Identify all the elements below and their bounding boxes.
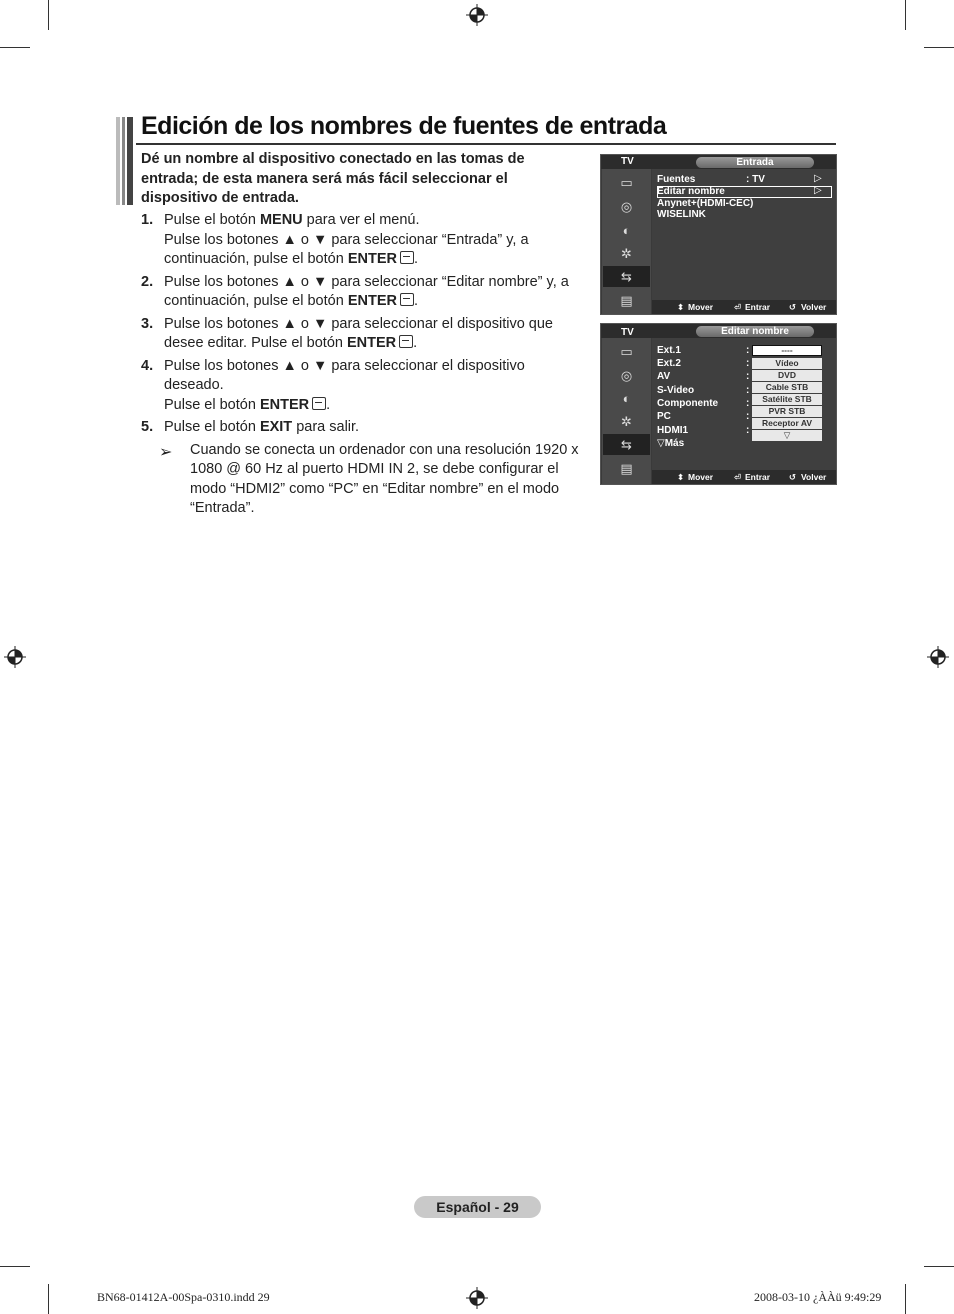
setup-icon[interactable]: ✲ <box>621 413 632 429</box>
step-text: Pulse el botón <box>164 212 260 228</box>
option-satelite-stb[interactable]: Satélite STB <box>752 394 822 405</box>
return-icon: ↺ <box>789 302 797 312</box>
step-3 <box>141 315 586 354</box>
colon: : <box>746 385 750 396</box>
menu-item-s-video[interactable]: S-Video <box>657 385 695 396</box>
setup-icon[interactable]: ✲ <box>621 245 632 261</box>
menu-item-mas[interactable]: ▽Más <box>657 438 685 449</box>
menu-item-ext1[interactable]: Ext.1 <box>657 345 681 356</box>
key-label: MENU <box>259 212 303 228</box>
enter-icon <box>312 397 326 410</box>
menu-header: Editar nombre <box>696 326 814 337</box>
step-number: 2. <box>141 273 154 290</box>
menu-item-wiselink[interactable]: WISELINK <box>657 209 706 220</box>
footer-move: Mover <box>688 302 714 312</box>
crop-mark <box>48 0 49 30</box>
step-1 <box>141 211 586 270</box>
menu-item-pc[interactable]: PC <box>657 411 671 422</box>
enter-small-icon: ⏎ <box>734 302 742 312</box>
arrow-right-icon: ▷ <box>814 173 822 184</box>
step-number: 5. <box>141 419 154 435</box>
page-number: Español - 29 <box>414 1196 541 1218</box>
menu-item-editar-nombre[interactable]: Editar nombre <box>657 186 725 197</box>
step-5 <box>141 418 586 438</box>
application-icon[interactable]: ▤ <box>620 460 633 476</box>
tv-menu-editar-nombre <box>600 323 837 485</box>
page-title: Edición de los nombres de fuentes de entrada <box>141 112 667 140</box>
menu-item-anynet[interactable]: Anynet+(HDMI-CEC) <box>657 198 754 209</box>
menu-item-ext2[interactable]: Ext.2 <box>657 358 681 369</box>
option-video[interactable]: Vídeo <box>752 358 822 369</box>
menu-item-fuentes-value: : TV <box>746 174 765 185</box>
option-cable-stb[interactable]: Cable STB <box>752 382 822 393</box>
crop-mark <box>0 1266 30 1267</box>
title-decoration <box>116 117 133 205</box>
step-text: Pulse el botón <box>164 419 260 435</box>
print-timestamp: 2008-03-10 ¿ÀÀü 9:49:29 <box>754 1290 882 1304</box>
note <box>141 441 586 519</box>
enter-icon <box>400 293 414 306</box>
registration-mark-icon <box>927 646 949 668</box>
menu-footer <box>652 470 836 484</box>
menu-top-bar <box>601 155 836 169</box>
move-icon: ⬍ <box>677 472 685 482</box>
crop-mark <box>924 1266 954 1267</box>
sound-icon[interactable]: ◎ <box>620 367 633 383</box>
enter-icon <box>399 335 413 348</box>
footer-back: Volver <box>801 302 827 312</box>
option-pvr-stb[interactable]: PVR STB <box>752 406 822 417</box>
colon: : <box>746 371 750 382</box>
title-rule <box>136 143 836 145</box>
colon: : <box>746 358 750 369</box>
menu-item-av[interactable]: AV <box>657 371 671 382</box>
picture-icon[interactable]: ▭ <box>620 174 633 190</box>
application-icon[interactable]: ▤ <box>620 292 633 308</box>
step-text: Pulse los botones ▲ o ▼ para seleccionar “Entrada” y, a continuación, pulse el botón <box>164 231 529 267</box>
move-icon: ⬍ <box>677 302 685 312</box>
menu-item-componente[interactable]: Componente <box>657 398 719 409</box>
option-receptor-av[interactable]: Receptor AV <box>752 418 822 429</box>
step-text: . <box>413 293 418 309</box>
step-text: para ver el menú. <box>302 212 420 228</box>
step-4 <box>141 357 586 416</box>
channel-icon[interactable]: ◐ <box>622 391 631 406</box>
menu-header: Entrada <box>696 157 814 168</box>
option-dvd[interactable]: DVD <box>752 370 822 381</box>
arrow-right-icon: ▷ <box>814 185 822 196</box>
key-label: ENTER <box>259 396 310 413</box>
registration-mark-icon <box>466 1287 488 1309</box>
intro-text: Dé un nombre al dispositivo conectado en las tomas de entrada; de esta manera será más fácil seleccionar el dispositivo de entrada. <box>141 151 525 206</box>
menu-top-bar <box>601 324 836 338</box>
option-scroll-down-icon[interactable]: ▽ <box>752 430 822 441</box>
step-number: 4. <box>141 357 154 374</box>
picture-icon[interactable]: ▭ <box>620 343 633 359</box>
menu-body <box>652 169 836 300</box>
footer-enter: Entrar <box>745 302 771 312</box>
crop-mark <box>48 1284 49 1314</box>
tv-menu-entrada <box>600 154 837 315</box>
step-text: . <box>326 396 331 413</box>
footer-move: Mover <box>688 472 714 482</box>
print-file-info: BN68-01412A-00Spa-0310.indd 29 <box>97 1290 270 1304</box>
enter-icon <box>400 251 414 264</box>
step-text: Pulse los botones ▲ o ▼ para seleccionar el dispositivo deseado. <box>164 357 525 393</box>
menu-sidebar <box>602 338 651 484</box>
step-2 <box>141 273 586 312</box>
crop-mark <box>905 1284 906 1314</box>
menu-sidebar <box>602 169 651 314</box>
option-blank[interactable]: ---- <box>752 345 822 356</box>
step-number: 1. <box>141 212 154 228</box>
registration-mark-icon <box>466 4 488 26</box>
steps-list <box>141 211 586 519</box>
sound-icon[interactable]: ◎ <box>620 198 633 214</box>
step-number: 3. <box>141 315 154 332</box>
menu-item-fuentes[interactable]: Fuentes <box>657 174 696 185</box>
menu-body <box>652 338 836 470</box>
step-text: . <box>413 335 418 351</box>
footer-back: Volver <box>801 472 827 482</box>
menu-footer <box>652 300 836 314</box>
note-text: Cuando se conecta un ordenador con una resolución 1920 x 1080 @ 60 Hz al puerto HDMI IN 2, se debe configurar el modo “HDMI2” como “PC” en “Editar nombre” en el modo “Entrada”. <box>190 441 579 516</box>
channel-icon[interactable]: ◐ <box>622 223 631 238</box>
return-icon: ↺ <box>789 472 797 482</box>
enter-small-icon: ⏎ <box>734 472 742 482</box>
note-arrow-icon: ➢ <box>159 443 173 461</box>
footer-enter: Entrar <box>745 472 771 482</box>
key-label: ENTER <box>347 335 397 351</box>
colon: : <box>746 398 750 409</box>
key-label: EXIT <box>259 419 293 435</box>
menu-tv-label: TV <box>621 327 634 338</box>
step-text: Pulse los botones ▲ o ▼ para seleccionar “Editar nombre” y, a continuación, pulse el botón <box>164 273 569 309</box>
colon: : <box>746 425 750 436</box>
crop-mark <box>905 0 906 30</box>
step-text: Pulse los botones ▲ o ▼ para seleccionar el dispositivo que desee editar. Pulse el botón <box>164 315 554 351</box>
crop-mark <box>924 47 954 48</box>
key-label: ENTER <box>347 293 397 309</box>
colon: : <box>746 411 750 422</box>
registration-mark-icon <box>4 646 26 668</box>
crop-mark <box>0 47 30 48</box>
menu-item-hdmi1[interactable]: HDMI1 <box>657 425 689 436</box>
input-icon[interactable]: ⇆ <box>603 434 650 455</box>
menu-tv-label: TV <box>621 156 634 167</box>
step-text: . <box>413 251 418 267</box>
key-label: ENTER <box>347 251 397 267</box>
colon: : <box>746 345 750 356</box>
step-text: Pulse el botón <box>164 396 260 413</box>
step-text: para salir. <box>292 419 360 435</box>
input-icon[interactable]: ⇆ <box>603 266 650 287</box>
